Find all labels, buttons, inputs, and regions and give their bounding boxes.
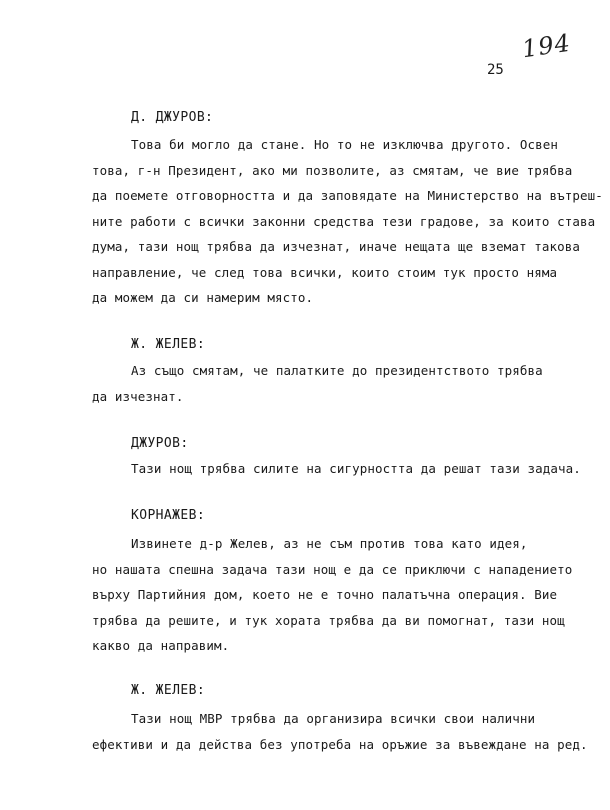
text-line: Тази нощ МВР трябва да организира всички свои налични: [131, 711, 536, 726]
text-line: дума, тази нощ трябва да изчезнат, иначе нещата ще вземат такова: [92, 239, 581, 254]
speech-paragraph: [92, 706, 592, 757]
text-line: Това би могло да стане. Но то не изключва другото. Освен: [131, 137, 559, 152]
text-line: ните работи с всички законни средства тези градове, за които става: [92, 213, 596, 229]
text-line: да поемете отговорността и да заповядате на Министерство на вътреш-: [92, 188, 603, 203]
speech-paragraph: [92, 358, 592, 409]
speech-paragraph: [92, 531, 592, 659]
text-line: това, г-н Президент, ако ми позволите, аз смятам, че вие трябва: [92, 162, 573, 178]
text-line: направление, че след това всички, които стоим тук просто няма: [92, 264, 558, 280]
speaker-name: Д. ДЖУРОВ:: [131, 110, 214, 125]
speaker-name: Ж. ЖЕЛЕВ:: [131, 683, 206, 698]
text-line: Тази нощ трябва силите на сигурността да решат тази задача.: [131, 461, 581, 476]
speaker-name: Ж. ЖЕЛЕВ:: [131, 337, 206, 352]
text-line: трябва да решите, и тук хората трябва да ви помогнат, тази нощ: [92, 612, 565, 628]
text-line: Аз също смятам, че палатките до президентството трябва: [131, 363, 543, 378]
text-line: какво да направим.: [92, 638, 230, 653]
text-line: Извинете д-р Желев, аз не съм против това като идея,: [131, 536, 528, 551]
text-line: да изчезнат.: [92, 388, 184, 404]
text-line: но нашата спешна задача тази нощ е да се приключи с нападението: [92, 561, 573, 577]
speech-paragraph: [92, 132, 603, 311]
text-line: върху Партийния дом, което не е точно палатъчна операция. Вие: [92, 587, 558, 602]
text-line: ефективи и да действа без употреба на оръжие за въвеждане на ред.: [92, 736, 588, 752]
page-number: 25: [487, 62, 504, 78]
text-line: да можем да си намерим място.: [92, 290, 314, 305]
speech-paragraph: [92, 456, 592, 482]
speaker-name: ДЖУРОВ:: [131, 436, 189, 451]
handwritten-page-number: 194: [520, 28, 573, 64]
speaker-name: КОРНАЖЕВ:: [131, 508, 206, 523]
